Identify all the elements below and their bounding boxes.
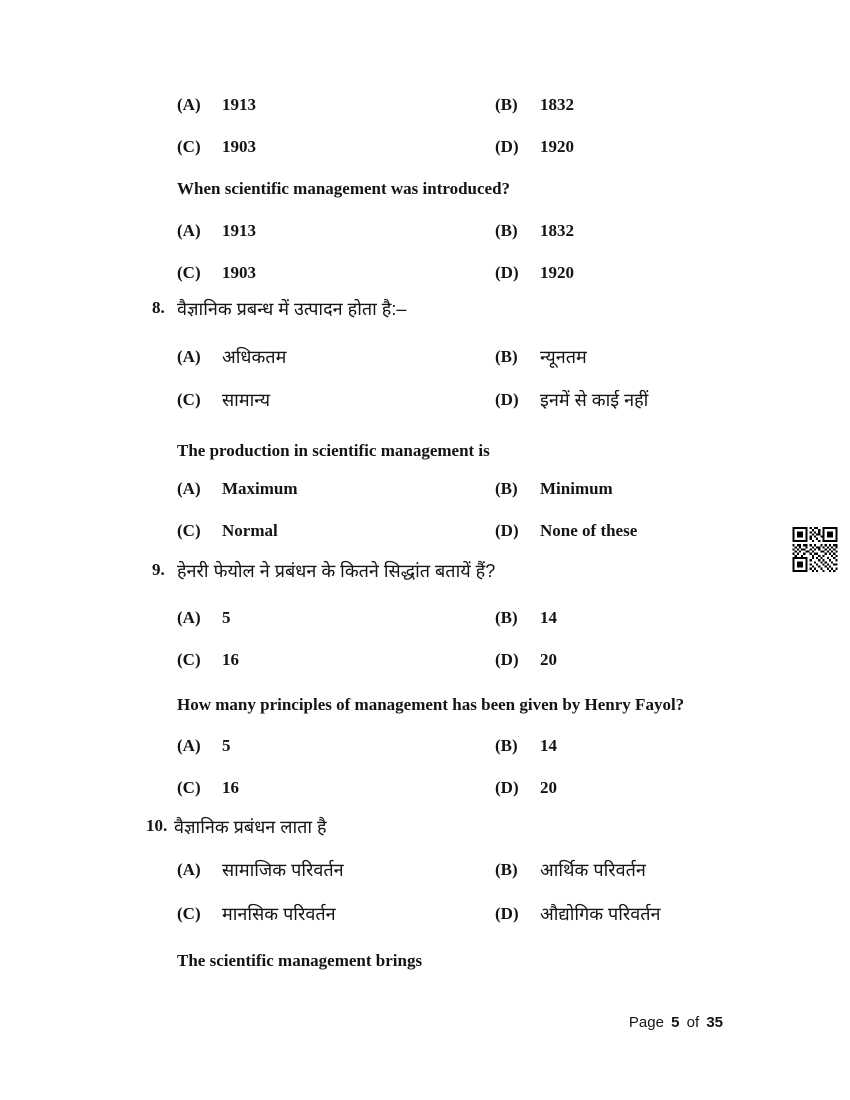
option-value-b: 14 bbox=[540, 736, 557, 755]
q7-hindi-options-row-2 bbox=[0, 137, 850, 167]
option-value-a: Maximum bbox=[222, 479, 298, 498]
q9-english-options-row-2 bbox=[0, 778, 850, 808]
option-value-d: 1920 bbox=[540, 263, 574, 282]
option-label-d: (D) bbox=[495, 390, 519, 409]
option-value-b: 14 bbox=[540, 608, 557, 627]
page-number: 5 bbox=[671, 1014, 680, 1031]
q10-hindi-options-row-1 bbox=[0, 860, 850, 890]
question-number: 10. bbox=[146, 816, 168, 835]
option-value-c: 16 bbox=[222, 650, 239, 669]
option-label-b: (B) bbox=[495, 608, 518, 627]
option-value-d: औद्योगिक परिवर्तन bbox=[540, 904, 661, 924]
option-value-d: None of these bbox=[540, 521, 638, 540]
option-value-b: आर्थिक परिवर्तन bbox=[540, 860, 646, 880]
question-text-english: The scientific management brings bbox=[177, 951, 423, 970]
option-label-a: (A) bbox=[177, 95, 201, 114]
option-label-c: (C) bbox=[177, 137, 201, 156]
qr-code-icon bbox=[792, 527, 838, 572]
option-label-b: (B) bbox=[495, 860, 518, 879]
total-pages: 35 bbox=[706, 1014, 723, 1031]
question-text-hindi: वैज्ञानिक प्रबंधन लाता है bbox=[174, 817, 327, 837]
option-value-a: सामाजिक परिवर्तन bbox=[222, 860, 344, 880]
option-value-c: 1903 bbox=[222, 137, 256, 156]
option-value-b: 1832 bbox=[540, 95, 574, 114]
q8-english-options-row-1 bbox=[0, 479, 850, 509]
option-value-a: अधिकतम bbox=[222, 347, 287, 367]
question-number: 9. bbox=[152, 560, 165, 579]
q8-hindi-options-row-1 bbox=[0, 347, 850, 377]
option-label-c: (C) bbox=[177, 778, 201, 797]
q9-english-question bbox=[0, 695, 850, 725]
option-value-c: 16 bbox=[222, 778, 239, 797]
option-label-c: (C) bbox=[177, 650, 201, 669]
q7-english-options-row-1 bbox=[0, 221, 850, 251]
option-label-c: (C) bbox=[177, 390, 201, 409]
option-label-a: (A) bbox=[177, 347, 201, 366]
option-value-c: 1903 bbox=[222, 263, 256, 282]
option-label-a: (A) bbox=[177, 860, 201, 879]
question-text-english: When scientific management was introduced? bbox=[177, 179, 511, 198]
q8-hindi-options-row-2 bbox=[0, 390, 850, 420]
question-text-hindi: हेनरी फेयोल ने प्रबंधन के कितने सिद्धांत बतायें हैं? bbox=[177, 561, 496, 581]
q8-english-options-row-2 bbox=[0, 521, 850, 551]
option-value-d: 20 bbox=[540, 778, 557, 797]
q10-hindi-options-row-2 bbox=[0, 904, 850, 934]
option-value-d: 20 bbox=[540, 650, 557, 669]
option-value-b: न्यूनतम bbox=[540, 347, 587, 367]
option-label-b: (B) bbox=[495, 736, 518, 755]
option-value-a: 1913 bbox=[222, 221, 256, 240]
option-value-a: 1913 bbox=[222, 95, 256, 114]
q9-hindi-question bbox=[0, 560, 850, 590]
option-label-b: (B) bbox=[495, 95, 518, 114]
q7-english-question bbox=[0, 179, 850, 209]
option-label-d: (D) bbox=[495, 778, 519, 797]
option-value-d: इनमें से काई नहीं bbox=[540, 390, 649, 410]
question-number: 8. bbox=[152, 298, 165, 317]
page-word: Page bbox=[628, 1014, 664, 1031]
page-footer bbox=[626, 1014, 723, 1031]
option-label-d: (D) bbox=[495, 137, 519, 156]
option-label-b: (B) bbox=[495, 479, 518, 498]
option-value-a: 5 bbox=[222, 608, 231, 627]
q8-english-question bbox=[0, 441, 850, 471]
q10-hindi-question bbox=[0, 816, 850, 846]
q9-hindi-options-row-1 bbox=[0, 608, 850, 638]
option-label-a: (A) bbox=[177, 608, 201, 627]
option-value-b: Minimum bbox=[540, 479, 613, 498]
option-value-c: सामान्य bbox=[222, 390, 271, 410]
q10-english-question bbox=[0, 951, 850, 981]
option-value-c: मानसिक परिवर्तन bbox=[222, 904, 336, 924]
q7-english-options-row-2 bbox=[0, 263, 850, 293]
q8-hindi-question bbox=[0, 298, 850, 328]
option-label-d: (D) bbox=[495, 521, 519, 540]
question-text-english: How many principles of management has been given by Henry Fayol? bbox=[177, 695, 685, 714]
option-label-c: (C) bbox=[177, 263, 201, 282]
option-label-a: (A) bbox=[177, 221, 201, 240]
q7-hindi-options-row-1 bbox=[0, 95, 850, 125]
option-label-b: (B) bbox=[495, 221, 518, 240]
option-label-c: (C) bbox=[177, 521, 201, 540]
option-label-c: (C) bbox=[177, 904, 201, 923]
q9-english-options-row-1 bbox=[0, 736, 850, 766]
option-label-d: (D) bbox=[495, 650, 519, 669]
option-label-a: (A) bbox=[177, 736, 201, 755]
option-value-d: 1920 bbox=[540, 137, 574, 156]
option-value-c: Normal bbox=[222, 521, 278, 540]
question-text-hindi: वैज्ञानिक प्रबन्ध में उत्पादन होता है:– bbox=[177, 299, 407, 319]
option-label-d: (D) bbox=[495, 904, 519, 923]
option-value-a: 5 bbox=[222, 736, 231, 755]
option-label-d: (D) bbox=[495, 263, 519, 282]
option-label-b: (B) bbox=[495, 347, 518, 366]
of-word: of bbox=[686, 1014, 700, 1031]
option-label-a: (A) bbox=[177, 479, 201, 498]
option-value-b: 1832 bbox=[540, 221, 574, 240]
q9-hindi-options-row-2 bbox=[0, 650, 850, 680]
question-text-english: The production in scientific management is bbox=[177, 441, 490, 460]
